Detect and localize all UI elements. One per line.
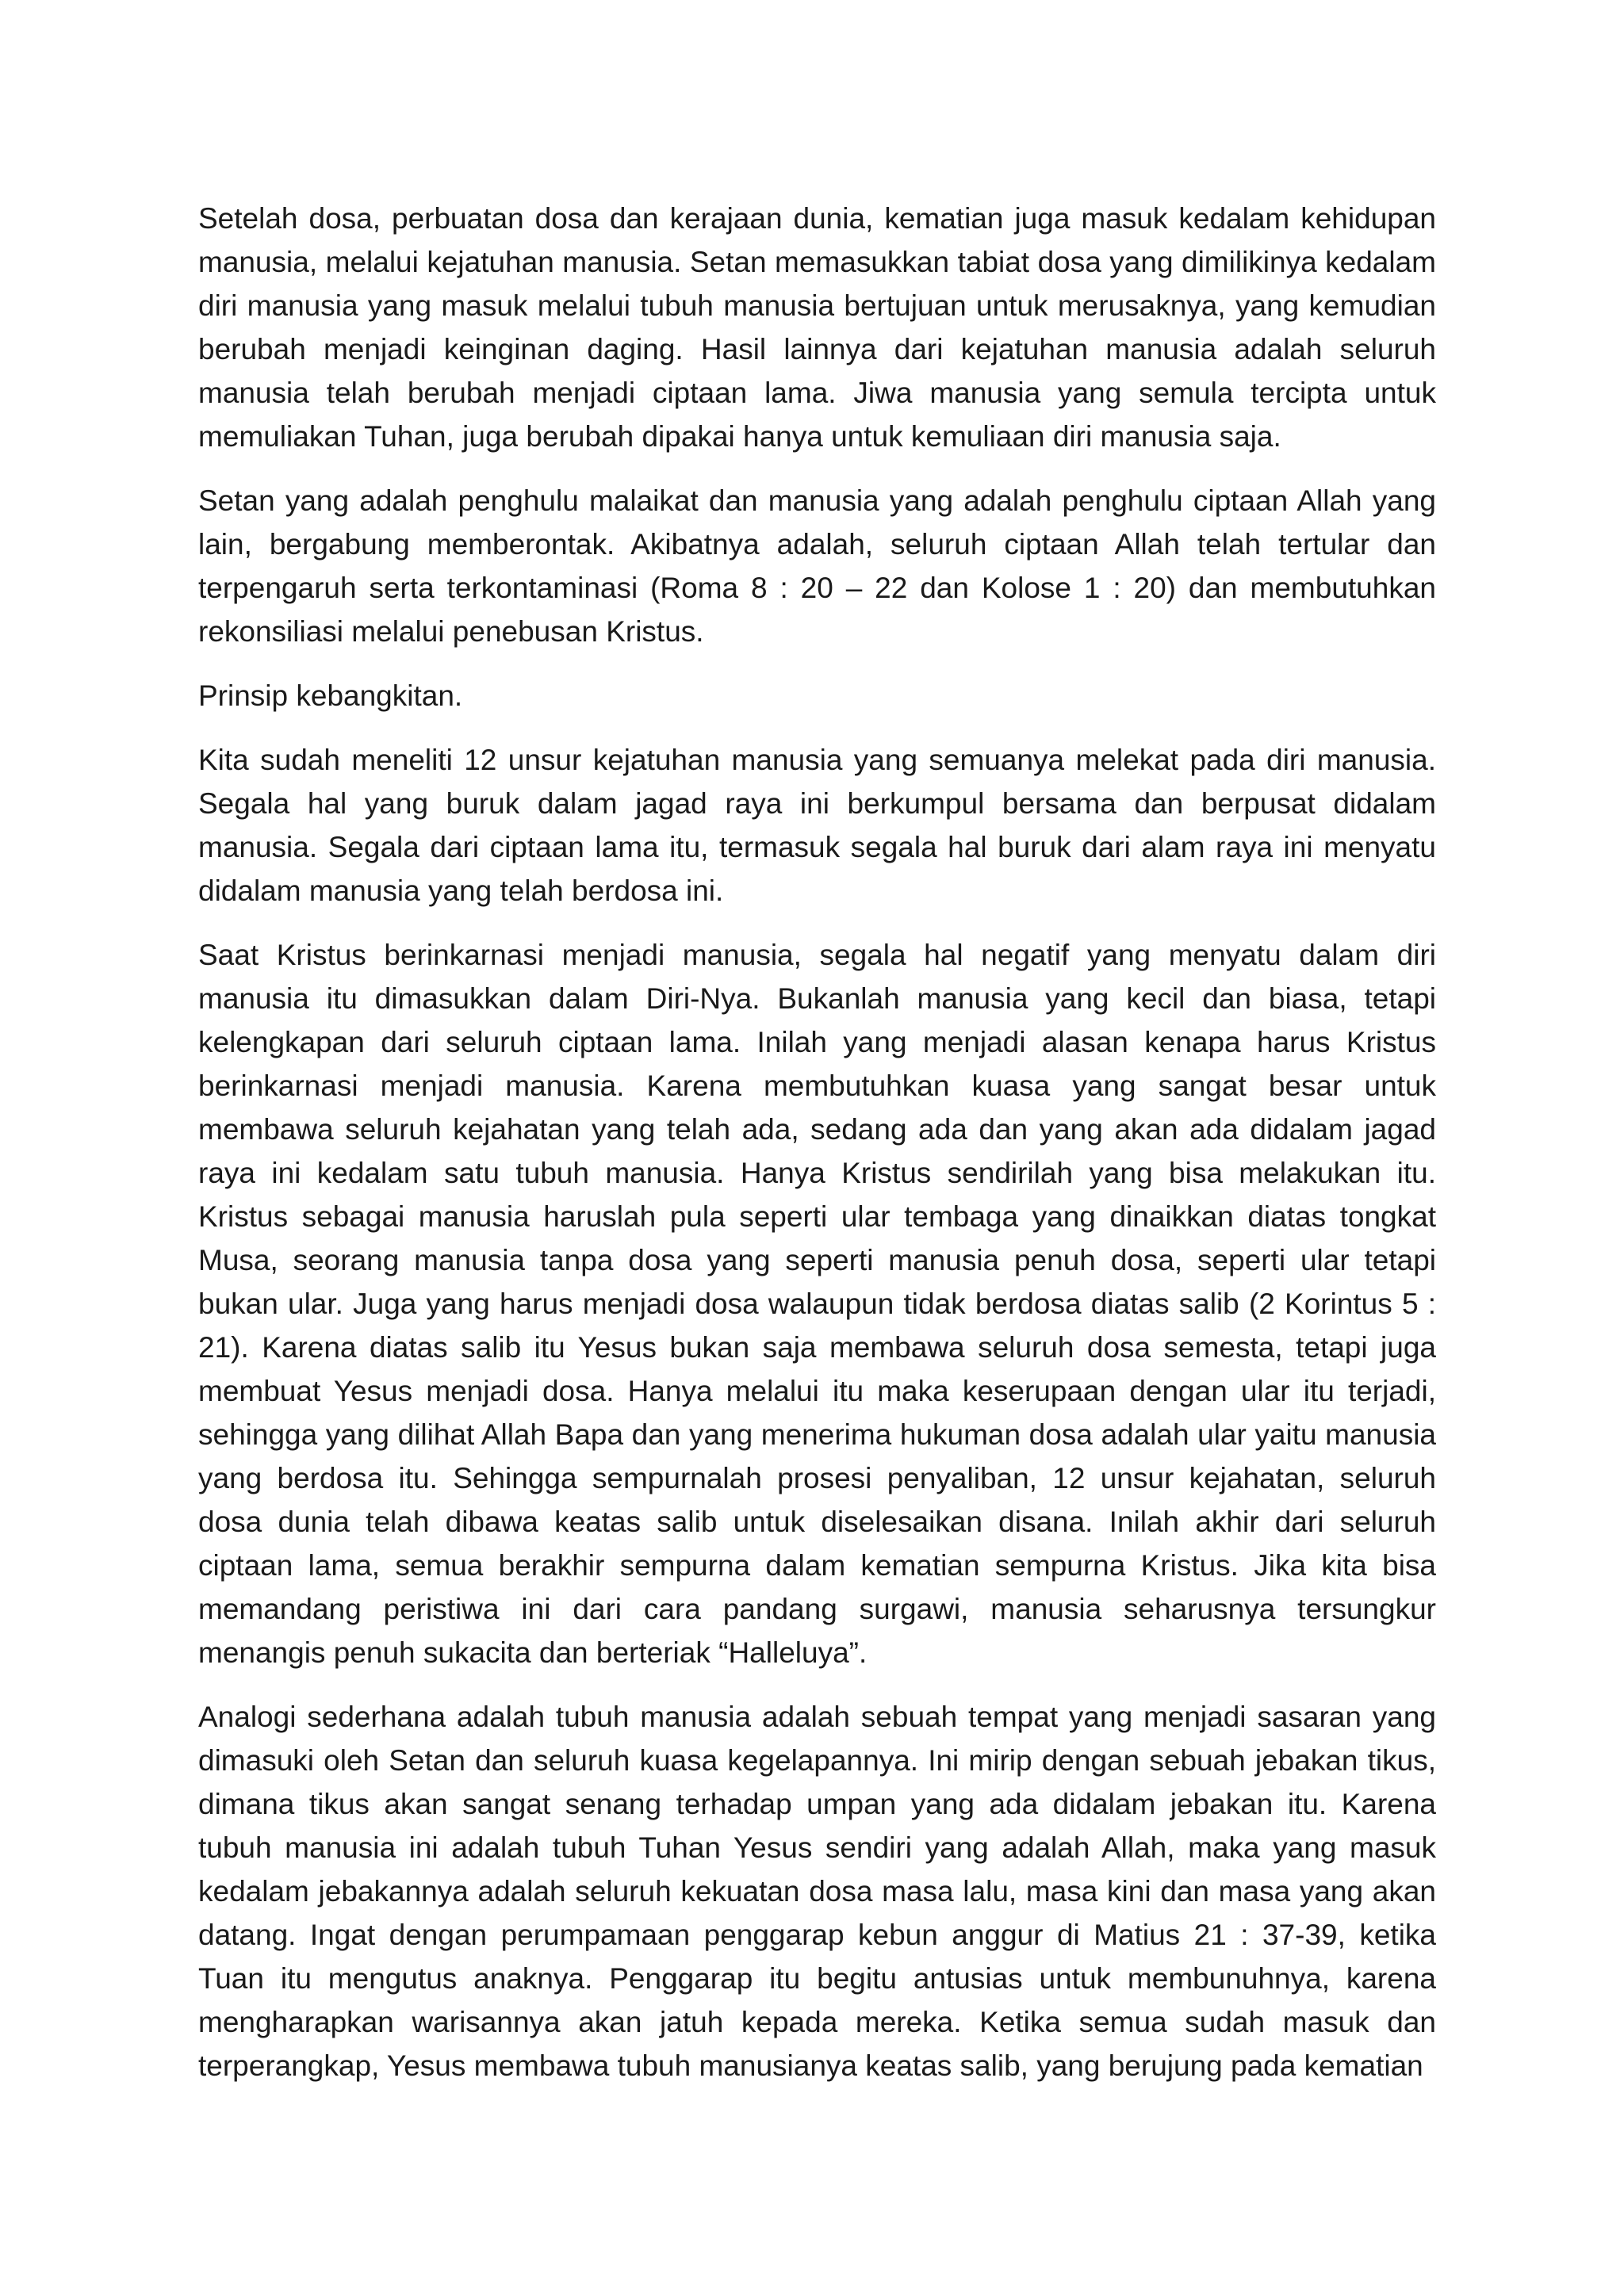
paragraph-5: Analogi sederhana adalah tubuh manusia adalah sebuah tempat yang menjadi sasaran yang dimasuki oleh Setan dan seluruh kuasa kegelapannya. Ini mirip dengan sebuah jebakan tikus, dimana tikus akan sangat senang terhadap umpan yang ada didalam jebakan itu. Karena tubuh manusia ini adalah tubuh Tuhan Yesus sendiri yang adalah Allah, maka yang masuk kedalam jebakannya adalah seluruh kekuatan dosa masa lalu, masa kini dan masa yang akan datang. Ingat dengan perumpamaan penggarap kebun anggur di Matius 21 : 37-39, ketika Tuan itu mengutus anaknya. Penggarap itu begitu antusias untuk membunuhnya, karena mengharapkan warisannya akan jatuh kepada mereka. Ketika semua sudah masuk dan terperangkap, Yesus membawa tubuh manusianya keatas salib, yang berujung pada kematian bbox=[198, 1701, 1436, 2082]
paragraph-3: Kita sudah meneliti 12 unsur kejatuhan manusia yang semuanya melekat pada diri manusia. Segala hal yang buruk dalam jagad raya ini berkumpul bersama dan berpusat didalam manusia. Segala dari ciptaan lama itu, termasuk segala hal buruk dari alam raya ini menyatu didalam manusia yang telah berdosa ini. bbox=[198, 744, 1436, 907]
paragraph-1: Setelah dosa, perbuatan dosa dan kerajaan dunia, kematian juga masuk kedalam kehidupan manusia, melalui kejatuhan manusia. Setan memasukkan tabiat dosa yang dimilikinya kedalam diri manusia yang masuk melalui tubuh manusia bertujuan untuk merusaknya, yang kemudian berubah menjadi keinginan daging. Hasil lainnya dari kejatuhan manusia adalah seluruh manusia telah berubah menjadi ciptaan lama. Jiwa manusia yang semula tercipta untuk memuliakan Tuhan, juga berubah dipakai hanya untuk kemuliaan diri manusia saja. bbox=[198, 202, 1436, 453]
paragraph-4: Saat Kristus berinkarnasi menjadi manusia, segala hal negatif yang menyatu dalam diri manusia itu dimasukkan dalam Diri-Nya. Bukanlah manusia yang kecil dan biasa, tetapi kelengkapan dari seluruh ciptaan lama. Inilah yang menjadi alasan kenapa harus Kristus berinkarnasi menjadi manusia. Karena membutuhkan kuasa yang sangat besar untuk membawa seluruh kejahatan yang telah ada, sedang ada dan yang akan ada didalam jagad raya ini kedalam satu tubuh manusia. Hanya Kristus sendirilah yang bisa melakukan itu. Kristus sebagai manusia haruslah pula seperti ular tembaga yang dinaikkan diatas tongkat Musa, seorang manusia tanpa dosa yang seperti manusia penuh dosa, seperti ular tetapi bukan ular. Juga yang harus menjadi dosa walaupun tidak berdosa diatas salib (2 Korintus 5 : 21). Karena diatas salib itu Yesus bukan saja membawa seluruh dosa semesta, tetapi juga membuat Yesus menjadi dosa. Hanya melalui itu maka keserupaan dengan ular itu terjadi, sehingga yang dilihat Allah Bapa dan yang menerima hukuman dosa adalah ular yaitu manusia yang berdosa itu. Sehingga sempurnalah prosesi penyaliban, 12 unsur kejahatan, seluruh dosa dunia telah dibawa keatas salib untuk diselesaikan disana. Inilah akhir dari seluruh ciptaan lama, semua berakhir sempurna dalam kematian sempurna Kristus. Jika kita bisa memandang peristiwa ini dari cara pandang surgawi, manusia seharusnya tersungkur menangis penuh sukacita dan berteriak “Halleluya”. bbox=[198, 939, 1436, 1669]
paragraph-heading-prinsip-kebangkitan: Prinsip kebangkitan. bbox=[198, 679, 463, 712]
document-body bbox=[198, 197, 1436, 2108]
paragraph-2: Setan yang adalah penghulu malaikat dan manusia yang adalah penghulu ciptaan Allah yang lain, bergabung memberontak. Akibatnya adalah, seluruh ciptaan Allah telah tertular dan terpengaruh serta terkontaminasi (Roma 8 : 20 – 22 dan Kolose 1 : 20) dan membutuhkan rekonsiliasi melalui penebusan Kristus. bbox=[198, 484, 1436, 648]
